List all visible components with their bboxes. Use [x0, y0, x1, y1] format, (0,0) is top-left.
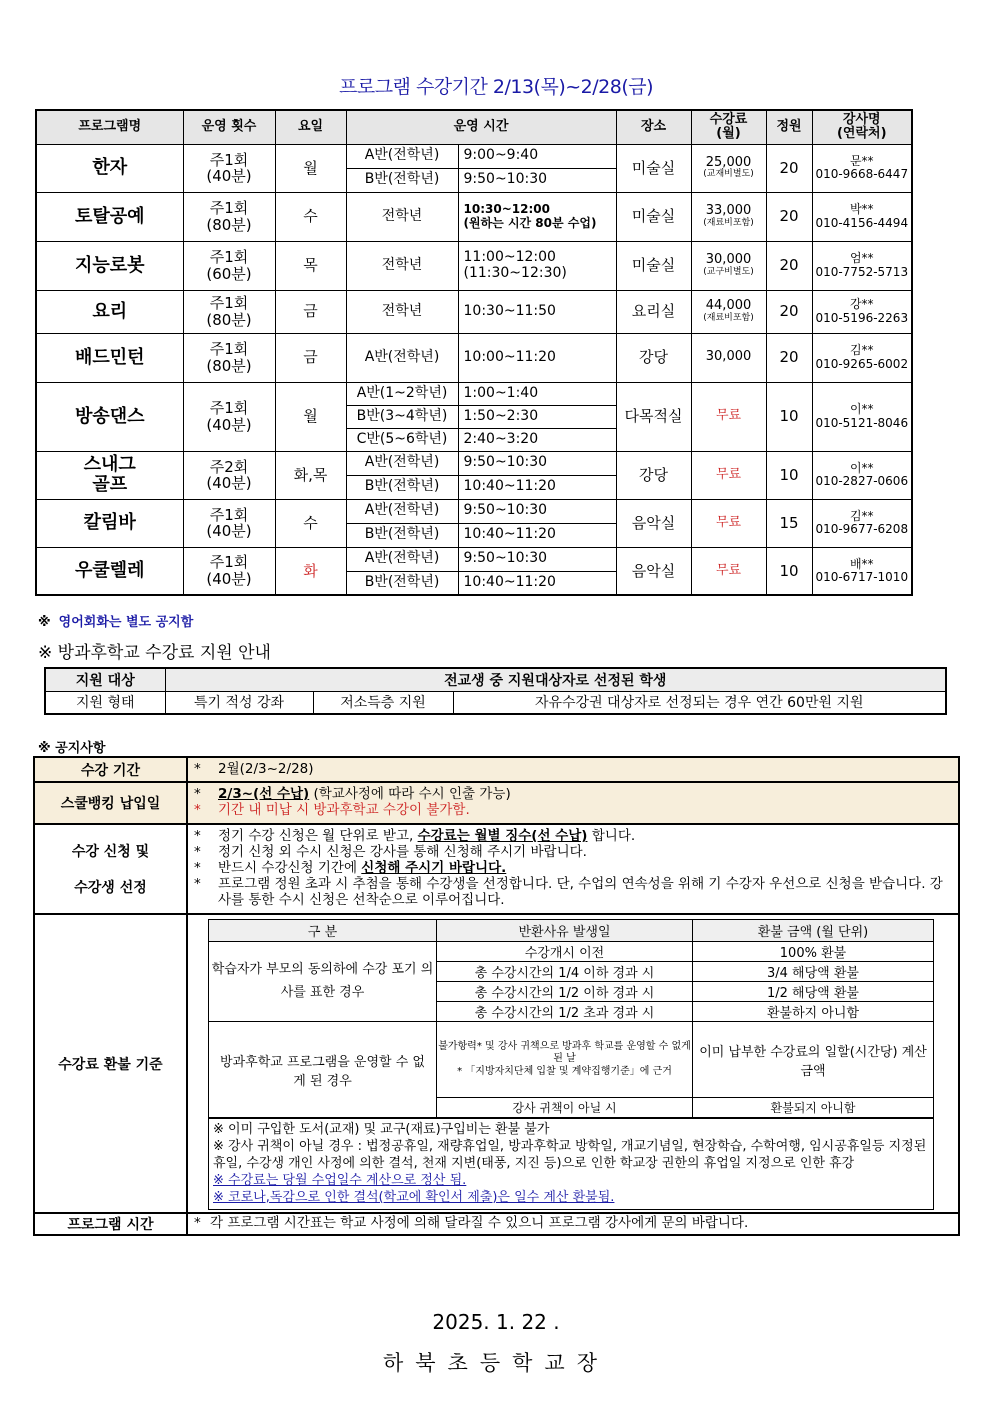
fee-amount: 30,000	[705, 252, 752, 268]
program-name: 지능로봇	[36, 241, 183, 290]
table-row	[36, 382, 912, 405]
capacity: 10	[766, 451, 812, 499]
teacher-name: 김**	[849, 508, 874, 523]
table-row	[36, 290, 912, 333]
header-capacity: 정원	[766, 110, 812, 144]
freq-count: 주1회	[209, 150, 249, 169]
refund-table	[208, 919, 934, 1118]
teacher-phone: 010-4156-4494	[815, 215, 909, 230]
class-time	[458, 241, 616, 290]
bullet: *	[194, 828, 201, 845]
fee-amount: 25,000	[705, 154, 752, 170]
support-type-label: 지원 형태	[45, 691, 165, 714]
teacher-phone: 010-7752-5713	[815, 264, 909, 279]
teacher	[812, 333, 912, 382]
refund-amount: 3/4 해당액 환불	[693, 962, 934, 982]
teacher-name: 배**	[849, 556, 874, 571]
refund-when: 총 수강시간의 1/2 이하 경과 시	[437, 982, 693, 1002]
bullet: *	[194, 786, 201, 803]
freq-duration: (40분)	[206, 474, 252, 492]
frequency	[183, 547, 275, 595]
class-name: 전학년	[346, 241, 458, 290]
class-time-note: (원하는 시간 80분 수업)	[463, 215, 597, 230]
teacher	[812, 499, 912, 547]
table-row	[36, 451, 912, 475]
class-name: B반(전학년)	[346, 168, 458, 192]
page-title: 프로그램 수강기간 2/13(목)~2/28(금)	[338, 76, 654, 98]
day: 수	[275, 192, 346, 241]
program-time-text: 각 프로그램 시간표는 학교 사정에 의해 달라질 수 있으니 프로그램 강사에게 문의 바랍니다.	[210, 1215, 749, 1232]
bullet: *	[194, 1215, 201, 1232]
teacher	[812, 241, 912, 290]
place: 미술실	[616, 241, 691, 290]
fee: 무료	[691, 382, 766, 451]
teacher	[812, 144, 912, 192]
header-teacher-l2: (연락처)	[836, 126, 887, 142]
refund-when: 수강개시 이전	[437, 942, 693, 962]
teacher	[812, 451, 912, 499]
apply-text-bold: 신청해 주시기 바랍니다.	[361, 860, 507, 877]
banking-label: 스쿨뱅킹 납입일	[34, 782, 187, 824]
refund-content	[187, 914, 959, 1213]
fee	[691, 241, 766, 290]
freq-duration: (80분)	[206, 215, 252, 234]
refund-when	[437, 1022, 693, 1098]
capacity: 10	[766, 547, 812, 595]
teacher-phone: 010-6717-1010	[815, 569, 909, 584]
table-row	[36, 192, 912, 241]
class-time: 1:00~1:40	[458, 382, 616, 405]
refund-note: ※ 강사 귀책이 아닐 경우 : 법정공휴일, 재량휴업일, 방과후학교 방학일, 개교기념일, 현장학습, 수학여행, 임시공휴일등 지정된 휴일, 수강생 개인 사정에 의한 결석, 천재 지변(태풍, 지진 등)으로 인한 학교장 권한의 휴업일 지정으로 인한 휴강	[213, 1138, 927, 1171]
signer: 하북초등학교장	[382, 1351, 609, 1375]
fee-amount: 33,000	[705, 203, 752, 219]
fee: 무료	[691, 547, 766, 595]
class-time: 10:00~11:20	[458, 333, 616, 382]
freq-duration: (40분)	[206, 522, 252, 540]
class-name: C반(5~6학년)	[346, 428, 458, 451]
refund-when: 총 수강시간의 1/4 이하 경과 시	[437, 962, 693, 982]
class-time: 2:40~3:20	[458, 428, 616, 451]
fee-note: (교재비별도)	[703, 169, 754, 180]
apply-value	[187, 824, 959, 914]
class-time: 10:40~11:20	[458, 475, 616, 499]
apply-text: 프로그램 정원 초과 시 추첨을 통해 수강생을 선정합니다. 단, 수업의 연속성을 위해 기 수강자 우선으로 신청을 받습니다. 강사를 통한 수시 신청은 선착순으로 이루어집니다.	[218, 875, 943, 908]
class-name: B반(전학년)	[346, 475, 458, 499]
refund-notes	[208, 1118, 934, 1210]
day: 월	[275, 382, 346, 451]
day: 수	[275, 499, 346, 547]
program-name-l1: 스내그	[83, 454, 136, 476]
bullet: *	[194, 860, 201, 877]
fee: 무료	[691, 451, 766, 499]
freq-duration: (40분)	[206, 415, 252, 434]
refund-when-text: 불가항력* 및 강사 귀책으로 방과후 학교를 운영할 수 없게 된 날	[438, 1040, 691, 1065]
english-note-text: 영어회화는 별도 공지함	[58, 615, 194, 630]
freq-count: 주1회	[209, 399, 249, 417]
teacher-name: 김**	[849, 343, 874, 358]
class-name: A반(전학년)	[346, 451, 458, 475]
teacher-phone: 010-9265-6002	[815, 356, 909, 371]
class-name: A반(전학년)	[346, 144, 458, 168]
freq-count: 주2회	[209, 457, 249, 476]
refund-when-basis: * 「지방자치단체 입찰 및 계약집행기준」에 근거	[457, 1065, 672, 1077]
program-name	[36, 451, 183, 499]
frequency	[183, 290, 275, 333]
place: 미술실	[616, 192, 691, 241]
day: 화	[275, 547, 346, 595]
day: 목	[275, 241, 346, 290]
refund-note-blue: ※ 코로나,독감으로 인한 결석(학교에 확인서 제출)은 일수 계산 환불됨.	[213, 1189, 615, 1205]
refund-amount: 이미 납부한 수강료의 일할(시간당) 계산 금액	[693, 1022, 934, 1098]
notice-table	[33, 756, 960, 1236]
freq-duration: (40분)	[206, 569, 252, 588]
support-target-row	[45, 668, 946, 691]
apply-label-l1: 수강 신청 및	[71, 844, 150, 860]
refund-note-blue: ※ 수강료는 당월 수업일수 계산으로 정산 됨.	[213, 1172, 467, 1188]
freq-count: 주1회	[209, 248, 249, 266]
teacher-name: 박**	[849, 202, 874, 217]
class-time: 10:30~11:50	[458, 290, 616, 333]
teacher	[812, 382, 912, 451]
refund-when: 총 수강시간의 1/2 초과 경과 시	[437, 1002, 693, 1022]
support-type-row	[45, 691, 946, 714]
reference-mark: ※	[38, 615, 51, 630]
banking-warning: 기간 내 미납 시 방과후학교 수강이 불가함.	[218, 802, 470, 818]
fee	[691, 144, 766, 192]
class-time: 9:50~10:30	[458, 499, 616, 523]
class-time: 9:50~10:30	[458, 547, 616, 571]
place: 음악실	[616, 499, 691, 547]
refund-amount: 100% 환불	[693, 942, 934, 962]
bullet: *	[194, 875, 201, 892]
freq-duration: (80분)	[206, 356, 252, 375]
teacher-name: 이**	[849, 402, 874, 417]
teacher-name: 엄**	[849, 251, 874, 266]
day: 금	[275, 333, 346, 382]
apply-label-l2: 수강생 선정	[74, 880, 147, 896]
notice-row-banking	[34, 782, 959, 824]
class-time-main: 10:30~12:00	[463, 202, 550, 217]
schedule-table	[35, 109, 913, 596]
period-value	[187, 757, 959, 782]
class-name: 전학년	[346, 290, 458, 333]
program-name: 토탈공예	[36, 192, 183, 241]
freq-count: 주1회	[209, 553, 249, 572]
program-time-label: 프로그램 시간	[34, 1213, 187, 1235]
fee-amount: 44,000	[705, 298, 752, 314]
refund-when: 강사 귀책이 아닐 시	[437, 1098, 693, 1118]
bullet: *	[194, 802, 201, 818]
capacity: 15	[766, 499, 812, 547]
notice-section-title: ※ 공지사항	[38, 741, 106, 756]
refund-row	[209, 942, 934, 962]
program-time-value	[187, 1213, 959, 1235]
capacity: 20	[766, 241, 812, 290]
refund-case: 방과후학교 프로그램을 운영할 수 없게 된 경우	[209, 1022, 437, 1118]
notice-row-period	[34, 757, 959, 782]
support-table	[44, 667, 947, 715]
table-row	[36, 144, 912, 168]
class-time: 9:50~10:30	[458, 168, 616, 192]
program-name: 방송댄스	[36, 382, 183, 451]
place: 강당	[616, 333, 691, 382]
table-row	[36, 241, 912, 290]
notice-row-refund	[34, 914, 959, 1213]
table-row	[36, 333, 912, 382]
refund-row	[209, 1022, 934, 1098]
frequency	[183, 241, 275, 290]
place: 강당	[616, 451, 691, 499]
program-name: 칼림바	[36, 499, 183, 547]
refund-header: 구 분	[209, 920, 437, 942]
notice-row-apply	[34, 824, 959, 914]
banking-date: 2/3~(선 수납)	[218, 786, 310, 803]
teacher-phone: 010-9668-6447	[815, 167, 909, 181]
banking-value	[187, 782, 959, 824]
capacity: 20	[766, 333, 812, 382]
freq-count: 주1회	[209, 294, 249, 312]
teacher-phone: 010-5196-2263	[815, 310, 909, 325]
class-time: 10:40~11:20	[458, 523, 616, 547]
freq-duration: (80분)	[206, 310, 252, 329]
refund-header-row	[209, 920, 934, 942]
frequency	[183, 192, 275, 241]
refund-amount: 1/2 해당액 환불	[693, 982, 934, 1002]
class-time: 9:50~10:30	[458, 451, 616, 475]
schedule-header-row	[36, 110, 912, 144]
class-name: A반(전학년)	[346, 547, 458, 571]
teacher	[812, 192, 912, 241]
support-target-value: 전교생 중 지원대상자로 선정된 학생	[165, 668, 946, 691]
teacher	[812, 547, 912, 595]
place: 다목적실	[616, 382, 691, 451]
refund-note: ※ 이미 구입한 도서(교재) 및 교구(재료)구입비는 환불 불가	[213, 1122, 550, 1137]
frequency	[183, 382, 275, 451]
teacher-phone: 010-9677-6208	[815, 522, 909, 536]
header-frequency: 운영 횟수	[183, 110, 275, 144]
refund-case: 학습자가 부모의 동의하에 수강 포기 의사를 표한 경우	[209, 942, 437, 1022]
class-time: 9:00~9:40	[458, 144, 616, 168]
table-row	[36, 499, 912, 523]
bullet: *	[194, 760, 201, 777]
header-fee-l1: 수강료	[709, 111, 748, 127]
place: 음악실	[616, 547, 691, 595]
header-place: 장소	[616, 110, 691, 144]
fee: 30,000	[691, 333, 766, 382]
period-label: 수강 기간	[34, 757, 187, 782]
fee-note: (교구비별도)	[703, 266, 754, 277]
program-name-l2: 골프	[92, 474, 128, 495]
class-name: A반(1~2학년)	[346, 382, 458, 405]
fee	[691, 290, 766, 333]
header-day: 요일	[275, 110, 346, 144]
program-name: 배드민턴	[36, 333, 183, 382]
table-row	[36, 547, 912, 571]
day: 금	[275, 290, 346, 333]
bullet: *	[194, 844, 201, 861]
capacity: 20	[766, 192, 812, 241]
class-time-main: 11:00~12:00	[463, 249, 556, 266]
fee-note: (재료비포함)	[703, 312, 754, 323]
freq-count: 주1회	[209, 340, 249, 358]
support-type-value: 특기 적성 강좌	[165, 691, 313, 714]
freq-count: 주1회	[209, 199, 249, 217]
frequency	[183, 333, 275, 382]
teacher-phone: 010-5121-8046	[815, 415, 909, 430]
frequency	[183, 144, 275, 192]
fee	[691, 192, 766, 241]
support-type-value: 저소득층 지원	[313, 691, 453, 714]
capacity: 20	[766, 144, 812, 192]
header-fee-l2: (월)	[716, 126, 741, 142]
class-name: A반(전학년)	[346, 333, 458, 382]
header-fee	[691, 110, 766, 144]
place: 요리실	[616, 290, 691, 333]
refund-label: 수강료 환불 기준	[34, 914, 187, 1213]
header-time: 운영 시간	[346, 110, 616, 144]
frequency	[183, 451, 275, 499]
class-name: A반(전학년)	[346, 499, 458, 523]
banking-note: (학교사정에 따라 수시 인출 가능)	[309, 786, 511, 803]
class-time: 1:50~2:30	[458, 405, 616, 428]
day: 월	[275, 144, 346, 192]
place: 미술실	[616, 144, 691, 192]
support-type-value: 자유수강권 대상자로 선정되는 경우 연간 60만원 지원	[453, 691, 946, 714]
refund-header: 반환사유 발생일	[437, 920, 693, 942]
period-text: 2월(2/3~2/28)	[218, 760, 314, 777]
english-note	[38, 611, 193, 630]
support-target-label: 지원 대상	[45, 668, 165, 691]
apply-label	[34, 824, 187, 914]
teacher-name: 문**	[849, 153, 874, 168]
class-time-alt: (11:30~12:30)	[463, 264, 567, 281]
apply-text-bold: 수강료는 월별 징수(선 수납)	[417, 828, 588, 845]
class-name: B반(전학년)	[346, 523, 458, 547]
teacher-name: 강**	[849, 297, 874, 312]
teacher-phone: 010-2827-0606	[815, 474, 909, 488]
capacity: 10	[766, 382, 812, 451]
class-time	[458, 192, 616, 241]
header-teacher-l1: 강사명	[842, 111, 881, 127]
refund-amount: 환불되지 아니함	[693, 1098, 934, 1118]
apply-text: 합니다.	[587, 828, 636, 845]
document-date: 2025. 1. 22 .	[432, 1310, 560, 1334]
apply-text: 정기 신청 외 수시 신청은 강사를 통해 신청해 주시기 바랍니다.	[218, 844, 587, 861]
refund-amount: 환불하지 아니함	[693, 1002, 934, 1022]
freq-duration: (40분)	[206, 167, 252, 185]
freq-count: 주1회	[209, 505, 249, 524]
program-name: 한자	[36, 144, 183, 192]
apply-text: 반드시 수강신청 기간에	[218, 860, 362, 877]
apply-text: 정기 수강 신청은 월 단위로 받고,	[218, 828, 418, 845]
notice-row-time	[34, 1213, 959, 1235]
program-name: 요리	[36, 290, 183, 333]
program-name: 우쿨렐레	[36, 547, 183, 595]
frequency	[183, 499, 275, 547]
freq-duration: (60분)	[206, 264, 252, 283]
class-name: B반(3~4학년)	[346, 405, 458, 428]
capacity: 20	[766, 290, 812, 333]
header-teacher	[812, 110, 912, 144]
fee-note: (재료비포함)	[703, 217, 754, 228]
day: 화,목	[275, 451, 346, 499]
refund-header: 환불 금액 (월 단위)	[693, 920, 934, 942]
support-section-title: ※ 방과후학교 수강료 지원 안내	[38, 643, 271, 663]
teacher	[812, 290, 912, 333]
class-name: 전학년	[346, 192, 458, 241]
class-name: B반(전학년)	[346, 571, 458, 595]
header-program: 프로그램명	[36, 110, 183, 144]
class-time: 10:40~11:20	[458, 571, 616, 595]
fee: 무료	[691, 499, 766, 547]
teacher-name: 이**	[849, 460, 874, 475]
